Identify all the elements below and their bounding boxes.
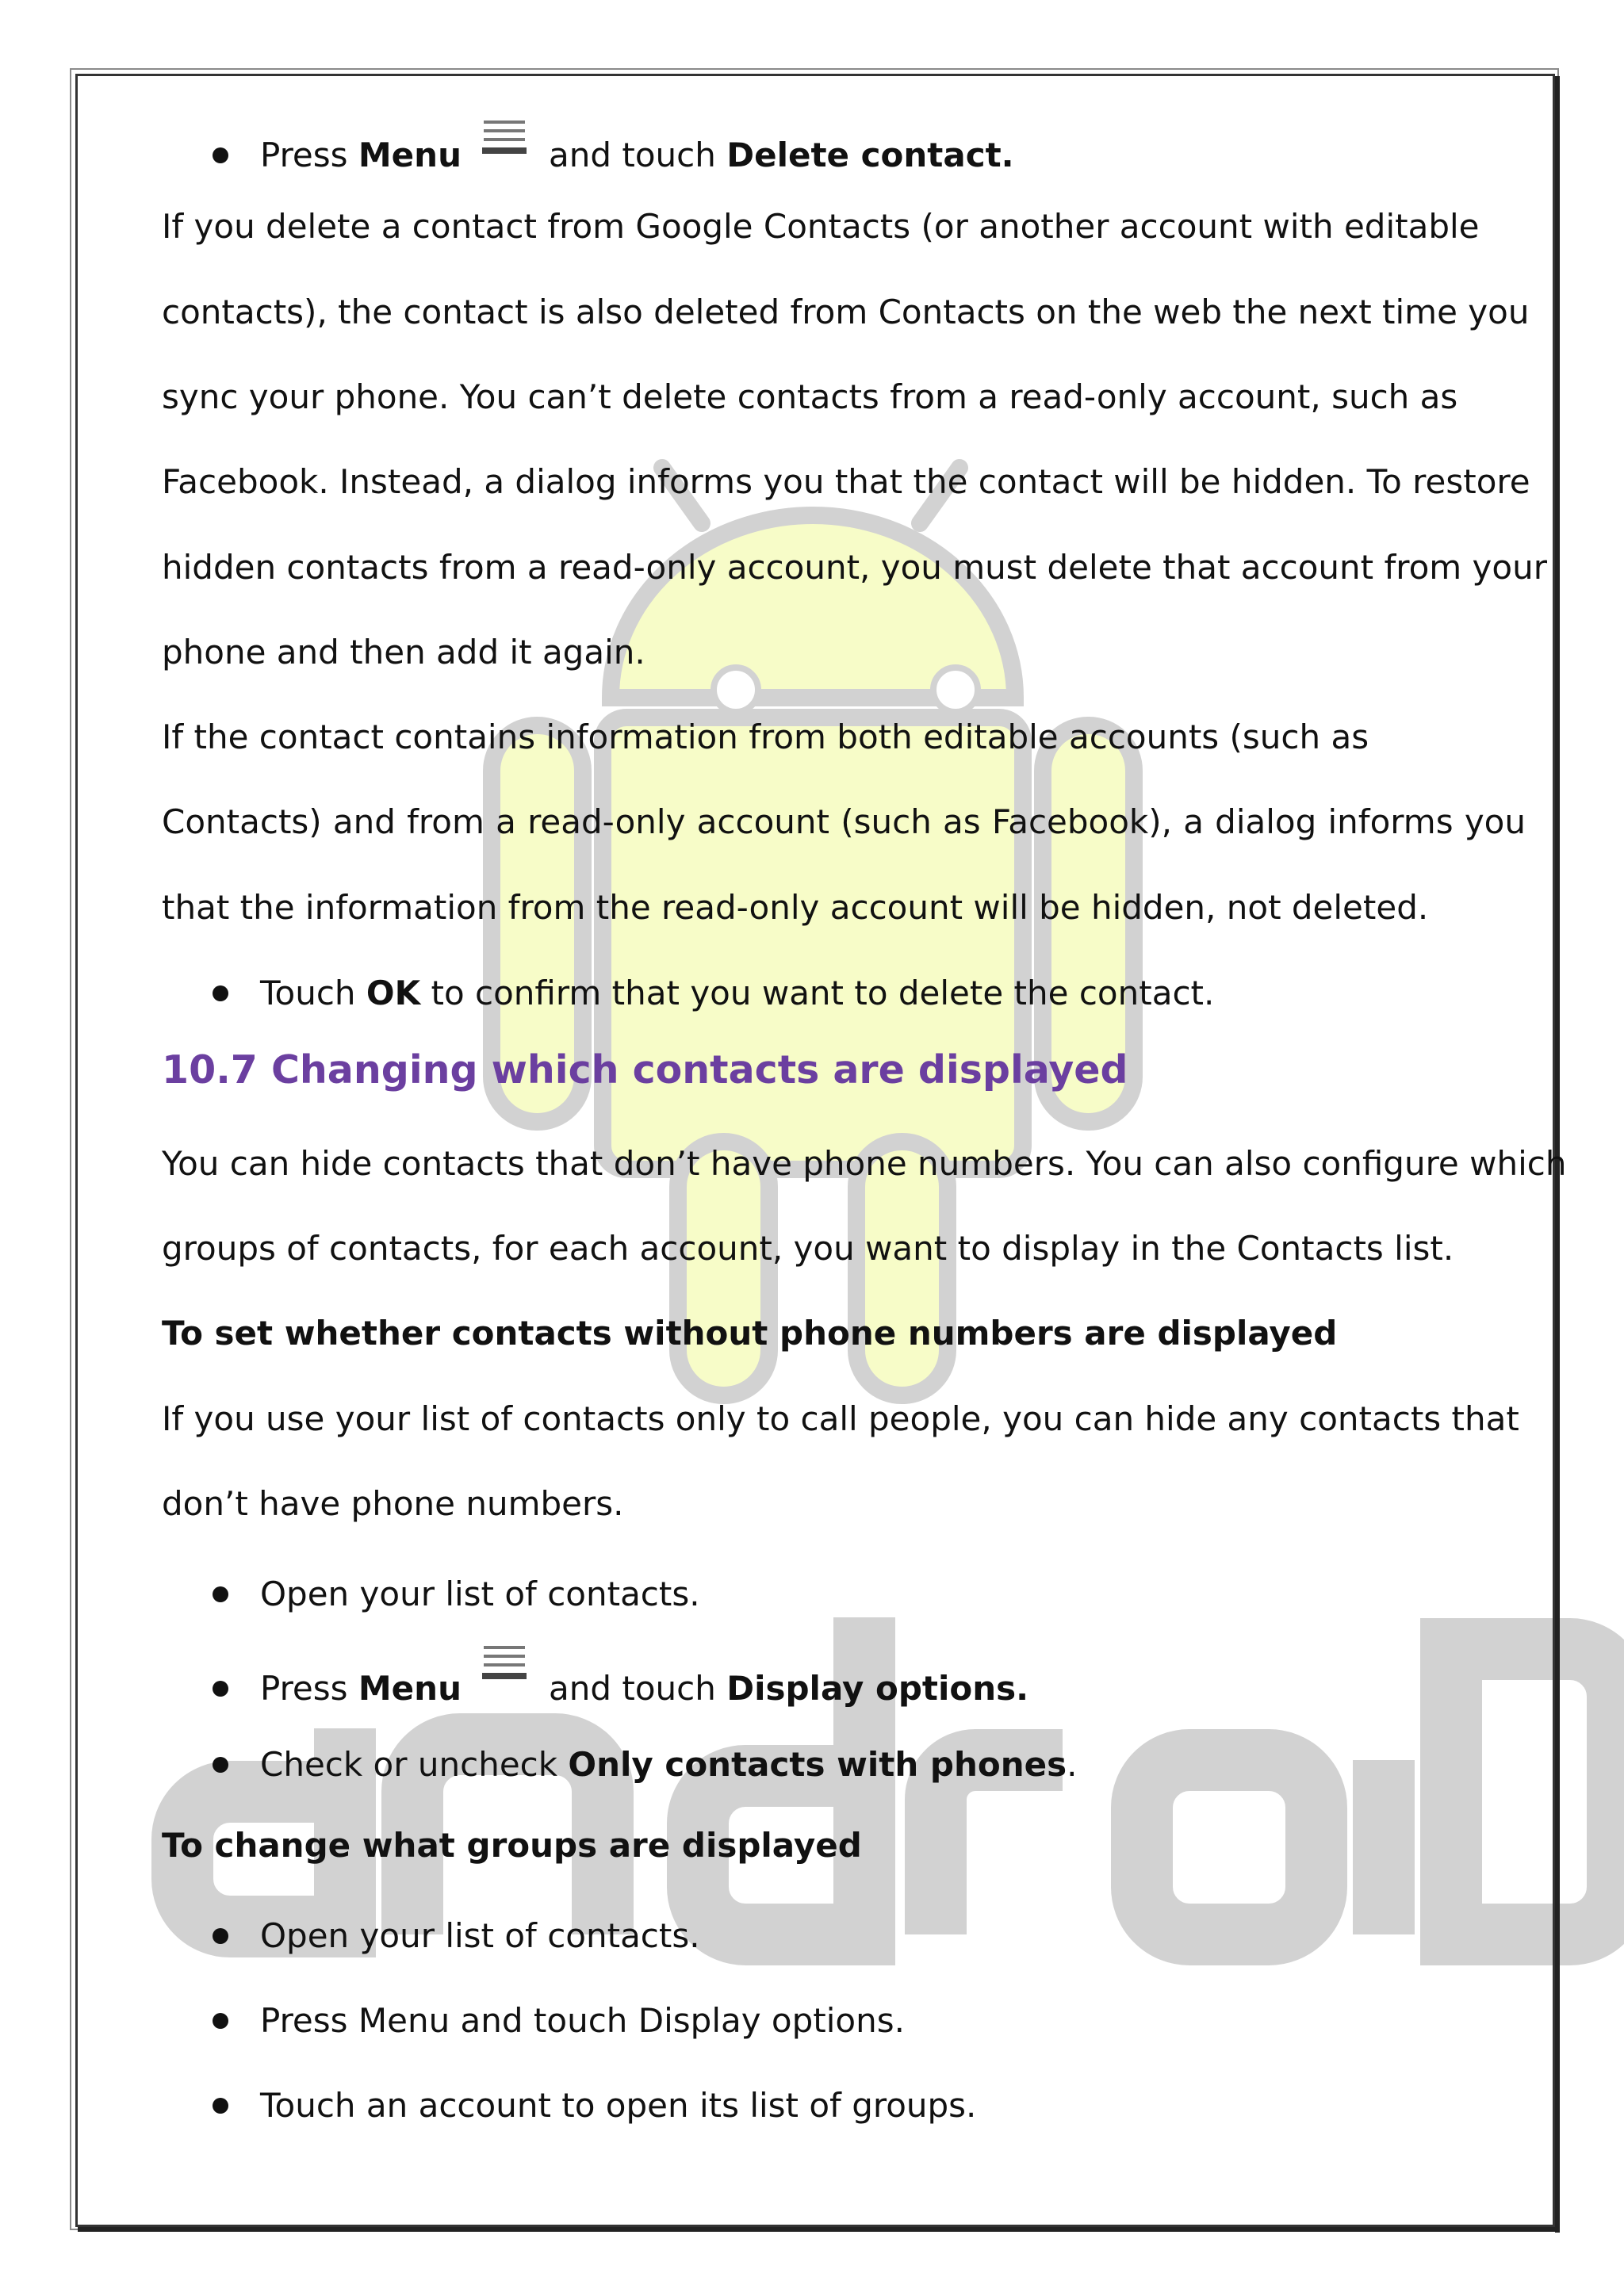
paragraph-line: phone and then add it again. bbox=[162, 633, 645, 672]
bullet-dot bbox=[213, 1757, 228, 1773]
paragraph-line: If you delete a contact from Google Contacts (or another account with editable bbox=[162, 207, 1480, 246]
bullet-display-options bbox=[260, 1665, 462, 1712]
menu-icon bbox=[479, 116, 531, 163]
paragraph-line: If you use your list of contacts only to call people, you can hide any contacts that bbox=[162, 1399, 1519, 1438]
bullet-dot bbox=[213, 1586, 228, 1602]
menu-label: Menu bbox=[358, 1669, 462, 1708]
bullet-dot bbox=[213, 2098, 228, 2114]
subheading: To set whether contacts without phone numbers are displayed bbox=[162, 1314, 1338, 1353]
bullet-open-list: Open your list of contacts. bbox=[260, 1916, 700, 1955]
bullet-dot bbox=[213, 147, 228, 163]
bullet-check-uncheck bbox=[260, 1741, 1077, 1789]
paragraph-line: If the contact contains information from both editable accounts (such as bbox=[162, 718, 1369, 756]
bullet-dot bbox=[213, 1681, 228, 1697]
bullet-delete-contact-rest bbox=[549, 132, 1014, 179]
text: and touch bbox=[549, 1669, 727, 1708]
text: to confirm that you want to delete the contact. bbox=[420, 974, 1215, 1012]
paragraph-line: don’t have phone numbers. bbox=[162, 1484, 624, 1523]
paragraph-line: hidden contacts from a read-only account, you must delete that account from your bbox=[162, 548, 1547, 587]
display-options-label: Display options. bbox=[726, 1669, 1029, 1708]
bullet-dot bbox=[213, 1928, 228, 1944]
text: Touch bbox=[260, 974, 366, 1012]
text: . bbox=[1067, 1745, 1078, 1784]
paragraph-line: groups of contacts, for each account, you want to display in the Contacts list. bbox=[162, 1229, 1454, 1268]
text: and touch bbox=[549, 136, 727, 174]
only-contacts-with-phones-label: Only contacts with phones bbox=[568, 1745, 1067, 1784]
bullet-dot bbox=[213, 985, 228, 1001]
bullet-touch-account: Touch an account to open its list of groups. bbox=[260, 2086, 977, 2125]
bullet-delete-contact bbox=[260, 132, 462, 179]
paragraph-line: sync your phone. You can’t delete contacts from a read-only account, such as bbox=[162, 377, 1458, 416]
paragraph-line: Facebook. Instead, a dialog informs you that the contact will be hidden. To restore bbox=[162, 462, 1530, 501]
bullet-press-menu: Press Menu and touch Display options. bbox=[260, 2001, 905, 2040]
section-heading: 10.7 Changing which contacts are displayed bbox=[162, 1047, 1128, 1093]
paragraph-line: contacts), the contact is also deleted from Contacts on the web the next time you bbox=[162, 293, 1530, 331]
text: Press bbox=[260, 136, 358, 174]
subheading: To change what groups are displayed bbox=[162, 1826, 862, 1865]
paragraph-line: Contacts) and from a read-only account (such as Facebook), a dialog informs you bbox=[162, 802, 1526, 841]
paragraph-line: You can hide contacts that don’t have phone numbers. You can also configure which bbox=[162, 1144, 1567, 1183]
menu-label: Menu bbox=[358, 136, 462, 174]
bullet-open-list: Open your list of contacts. bbox=[260, 1575, 700, 1613]
delete-contact-label: Delete contact. bbox=[726, 136, 1014, 174]
ok-label: OK bbox=[366, 974, 421, 1012]
text: Check or uncheck bbox=[260, 1745, 569, 1784]
bullet-touch-ok bbox=[260, 970, 1214, 1017]
text: Press bbox=[260, 1669, 358, 1708]
paragraph-line: that the information from the read-only account will be hidden, not deleted. bbox=[162, 888, 1429, 927]
bullet-display-options-rest bbox=[549, 1665, 1028, 1712]
page-shadow-bottom bbox=[78, 2227, 1560, 2232]
bullet-dot bbox=[213, 2013, 228, 2029]
menu-icon bbox=[479, 1641, 531, 1689]
